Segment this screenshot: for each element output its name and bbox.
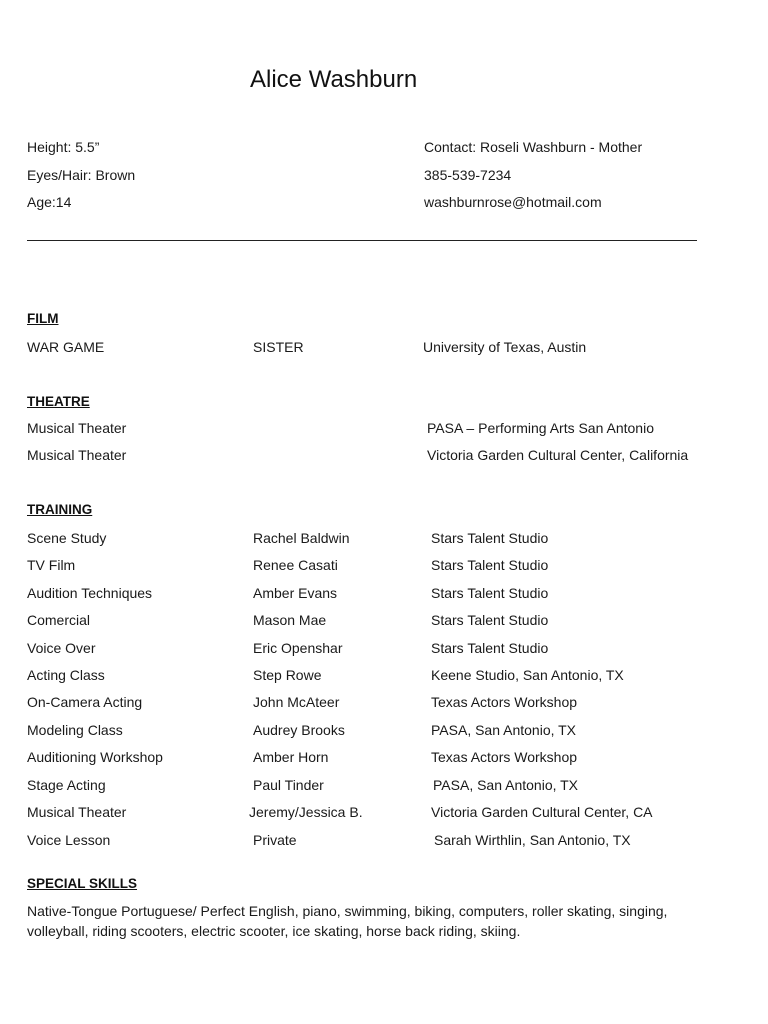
training-place: Stars Talent Studio (431, 640, 549, 656)
training-row (0, 722, 768, 740)
training-course: Voice Over (27, 640, 96, 656)
training-course: TV Film (27, 557, 76, 573)
theatre-row (0, 420, 768, 438)
film-role: SISTER (253, 339, 304, 355)
film-heading: FILM (27, 311, 59, 326)
divider-line (27, 240, 697, 241)
training-place: Texas Actors Workshop (431, 749, 578, 765)
training-teacher: Amber Horn (253, 749, 329, 765)
training-row (0, 530, 768, 548)
training-place: Stars Talent Studio (431, 530, 549, 546)
training-place: Texas Actors Workshop (431, 694, 578, 710)
film-place: University of Texas, Austin (423, 339, 587, 355)
training-place: PASA, San Antonio, TX (433, 777, 579, 793)
training-course: Scene Study (27, 530, 107, 546)
height: Height: 5.5” (27, 139, 100, 155)
theatre-row (0, 447, 768, 465)
training-teacher: Paul Tinder (253, 777, 324, 793)
personal-info (27, 139, 135, 222)
training-place: Stars Talent Studio (431, 612, 549, 628)
eyes-hair: Eyes/Hair: Brown (27, 166, 136, 183)
training-row (0, 640, 768, 658)
training-row (0, 694, 768, 712)
training-course: On-Camera Acting (27, 694, 143, 710)
training-place: Victoria Garden Cultural Center, CA (431, 804, 653, 820)
contact-person: Contact: Roseli Washburn - Mother (424, 139, 643, 155)
training-row (0, 749, 768, 767)
training-teacher: John McAteer (253, 694, 340, 710)
training-place: Sarah Wirthlin, San Antonio, TX (434, 832, 631, 848)
training-place: Stars Talent Studio (431, 557, 549, 573)
training-row (0, 777, 768, 795)
phone-number: 385-539-7234 (424, 166, 512, 183)
training-course: Acting Class (27, 667, 105, 683)
training-row (0, 612, 768, 630)
film-title: WAR GAME (27, 339, 105, 355)
training-teacher: Eric Openshar (253, 640, 343, 656)
training-teacher: Jeremy/Jessica B. (249, 804, 363, 820)
training-course: Comercial (27, 612, 91, 628)
training-heading: TRAINING (27, 502, 93, 517)
training-course: Auditioning Workshop (27, 749, 163, 765)
training-row (0, 667, 768, 685)
training-teacher: Audrey Brooks (253, 722, 345, 738)
special-skills-heading: SPECIAL SKILLS (27, 876, 138, 891)
theatre-place: PASA – Performing Arts San Antonio (427, 420, 654, 436)
email-address: washburnrose@hotmail.com (424, 194, 602, 210)
training-course: Musical Theater (27, 804, 127, 820)
theatre-title: Musical Theater (27, 420, 127, 436)
training-course: Stage Acting (27, 777, 106, 793)
theatre-place: Victoria Garden Cultural Center, California (427, 447, 689, 463)
special-skills-text: Native-Tongue Portuguese/ Perfect English, piano, swimming, biking, computers, roller skating, singing, volleyball, riding scooters, electric scooter, ice skating, horse back riding, skiing. (27, 903, 668, 939)
theatre-heading: THEATRE (27, 394, 90, 409)
film-row (0, 339, 768, 357)
training-course: Audition Techniques (27, 585, 153, 601)
training-row (0, 557, 768, 575)
training-teacher: Rachel Baldwin (253, 530, 350, 546)
actor-name: Alice Washburn (250, 66, 418, 93)
training-teacher: Renee Casati (253, 557, 338, 573)
training-row (0, 804, 768, 822)
age: Age:14 (27, 194, 72, 210)
training-row (0, 832, 768, 850)
training-place: Keene Studio, San Antonio, TX (431, 667, 624, 683)
training-place: Stars Talent Studio (431, 585, 549, 601)
training-row (0, 585, 768, 603)
training-teacher: Mason Mae (253, 612, 327, 628)
training-place: PASA, San Antonio, TX (431, 722, 577, 738)
training-course: Voice Lesson (27, 832, 111, 848)
training-teacher: Amber Evans (253, 585, 338, 601)
training-teacher: Private (253, 832, 297, 848)
training-course: Modeling Class (27, 722, 123, 738)
contact-info (424, 139, 642, 222)
theatre-title: Musical Theater (27, 447, 127, 463)
training-teacher: Step Rowe (253, 667, 322, 683)
